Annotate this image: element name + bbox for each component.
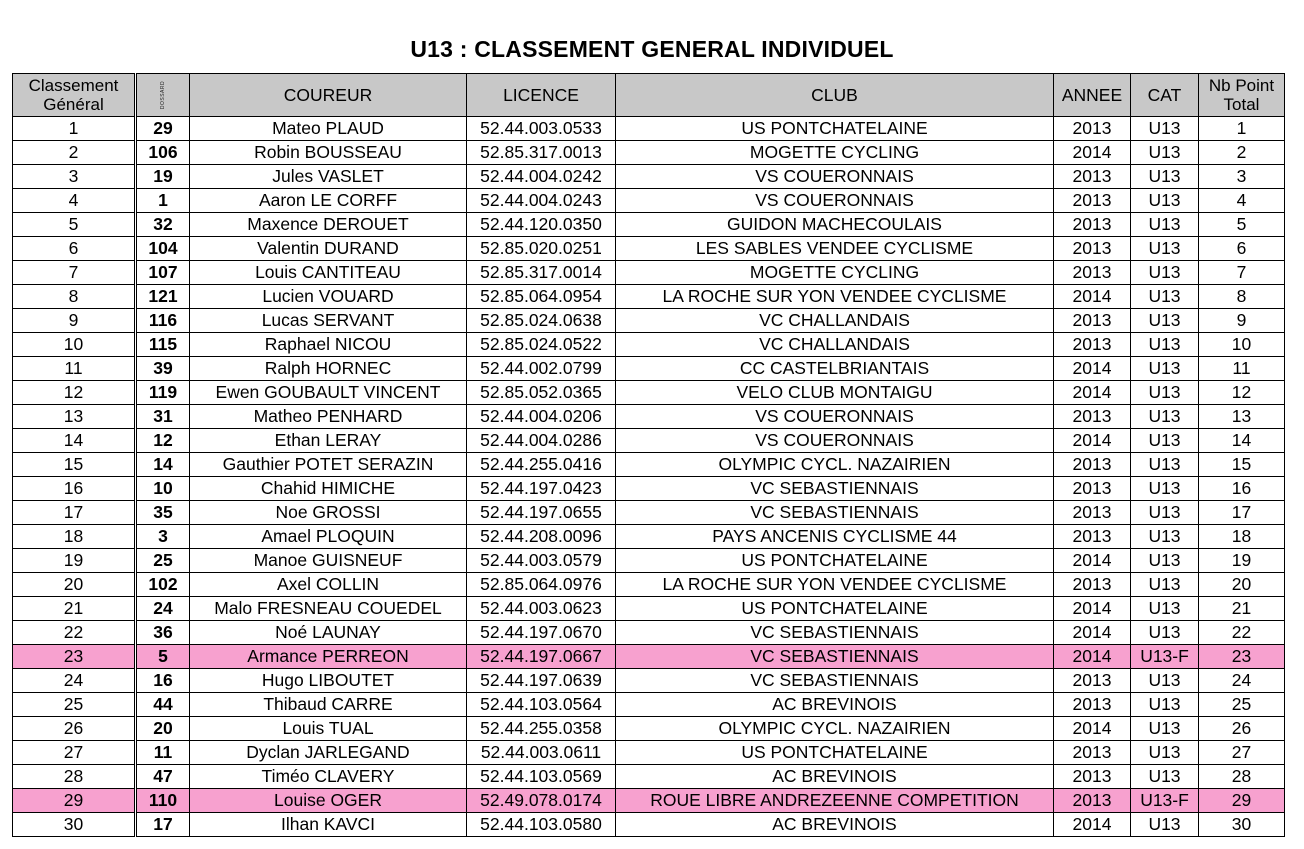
table-row: [13, 669, 1285, 693]
cell-club: LA ROCHE SUR YON VENDEE CYCLISME: [616, 285, 1054, 309]
cell-annee: 2013: [1054, 333, 1131, 357]
cell-rank: 3: [13, 165, 136, 189]
table-row: [13, 597, 1285, 621]
cell-rank: 19: [13, 549, 136, 573]
cell-rank: 22: [13, 621, 136, 645]
cell-club: MOGETTE CYCLING: [616, 141, 1054, 165]
cell-licence: 52.44.103.0580: [467, 813, 616, 837]
cell-cat: U13: [1131, 453, 1199, 477]
cell-dossard: 36: [136, 621, 190, 645]
cell-annee: 2014: [1054, 357, 1131, 381]
cell-licence: 52.85.064.0954: [467, 285, 616, 309]
cell-annee: 2014: [1054, 285, 1131, 309]
cell-licence: 52.44.208.0096: [467, 525, 616, 549]
cell-points: 19: [1199, 549, 1285, 573]
cell-cat: U13: [1131, 285, 1199, 309]
table-row: [13, 813, 1285, 837]
cell-rank: 8: [13, 285, 136, 309]
cell-club: VS COUERONNAIS: [616, 405, 1054, 429]
cell-coureur: Manoe GUISNEUF: [190, 549, 467, 573]
cell-club: LES SABLES VENDEE CYCLISME: [616, 237, 1054, 261]
table-row: [13, 621, 1285, 645]
table-row: [13, 381, 1285, 405]
cell-dossard: 44: [136, 693, 190, 717]
cell-licence: 52.44.002.0799: [467, 357, 616, 381]
cell-cat: U13: [1131, 429, 1199, 453]
cell-rank: 20: [13, 573, 136, 597]
cell-cat: U13: [1131, 573, 1199, 597]
cell-rank: 21: [13, 597, 136, 621]
cell-cat: U13-F: [1131, 645, 1199, 669]
cell-dossard: 115: [136, 333, 190, 357]
cell-dossard: 47: [136, 765, 190, 789]
cell-dossard: 24: [136, 597, 190, 621]
cell-dossard: 32: [136, 213, 190, 237]
cell-cat: U13: [1131, 813, 1199, 837]
cell-points: 30: [1199, 813, 1285, 837]
cell-points: 16: [1199, 477, 1285, 501]
cell-coureur: Ewen GOUBAULT VINCENT: [190, 381, 467, 405]
table-row: [13, 573, 1285, 597]
cell-annee: 2013: [1054, 309, 1131, 333]
cell-coureur: Ethan LERAY: [190, 429, 467, 453]
cell-cat: U13: [1131, 693, 1199, 717]
cell-points: 21: [1199, 597, 1285, 621]
cell-points: 25: [1199, 693, 1285, 717]
header-nb-point: [1199, 74, 1285, 117]
cell-cat: U13: [1131, 621, 1199, 645]
cell-rank: 30: [13, 813, 136, 837]
cell-club: VC CHALLANDAIS: [616, 309, 1054, 333]
cell-dossard: 116: [136, 309, 190, 333]
cell-coureur: Matheo PENHARD: [190, 405, 467, 429]
header-annee: ANNEE: [1054, 74, 1131, 117]
cell-dossard: 106: [136, 141, 190, 165]
cell-club: VC SEBASTIENNAIS: [616, 477, 1054, 501]
table-row: [13, 309, 1285, 333]
cell-club: MOGETTE CYCLING: [616, 261, 1054, 285]
cell-points: 12: [1199, 381, 1285, 405]
cell-dossard: 16: [136, 669, 190, 693]
cell-dossard: 11: [136, 741, 190, 765]
cell-licence: 52.44.003.0579: [467, 549, 616, 573]
cell-dossard: 19: [136, 165, 190, 189]
cell-cat: U13: [1131, 141, 1199, 165]
cell-rank: 24: [13, 669, 136, 693]
table-row: [13, 165, 1285, 189]
cell-cat: U13: [1131, 165, 1199, 189]
cell-points: 17: [1199, 501, 1285, 525]
cell-annee: 2013: [1054, 189, 1131, 213]
cell-rank: 7: [13, 261, 136, 285]
table-row: [13, 141, 1285, 165]
cell-points: 26: [1199, 717, 1285, 741]
cell-dossard: 110: [136, 789, 190, 813]
cell-coureur: Raphael NICOU: [190, 333, 467, 357]
cell-coureur: Louise OGER: [190, 789, 467, 813]
cell-cat: U13: [1131, 261, 1199, 285]
cell-club: VC CHALLANDAIS: [616, 333, 1054, 357]
cell-cat: U13: [1131, 501, 1199, 525]
cell-points: 1: [1199, 117, 1285, 141]
cell-points: 5: [1199, 213, 1285, 237]
table-row: [13, 789, 1285, 813]
cell-dossard: 35: [136, 501, 190, 525]
cell-annee: 2013: [1054, 573, 1131, 597]
cell-coureur: Gauthier POTET SERAZIN: [190, 453, 467, 477]
cell-points: 13: [1199, 405, 1285, 429]
cell-cat: U13: [1131, 357, 1199, 381]
cell-annee: 2013: [1054, 213, 1131, 237]
cell-points: 15: [1199, 453, 1285, 477]
cell-club: VC SEBASTIENNAIS: [616, 669, 1054, 693]
cell-cat: U13: [1131, 525, 1199, 549]
cell-rank: 2: [13, 141, 136, 165]
cell-cat: U13: [1131, 549, 1199, 573]
cell-coureur: Amael PLOQUIN: [190, 525, 467, 549]
cell-dossard: 119: [136, 381, 190, 405]
cell-points: 18: [1199, 525, 1285, 549]
header-classement-line1: Classement: [28, 76, 119, 95]
cell-licence: 52.85.064.0976: [467, 573, 616, 597]
cell-annee: 2014: [1054, 645, 1131, 669]
cell-cat: U13: [1131, 237, 1199, 261]
cell-dossard: 39: [136, 357, 190, 381]
cell-points: 11: [1199, 357, 1285, 381]
header-coureur: COUREUR: [190, 74, 467, 117]
cell-points: 24: [1199, 669, 1285, 693]
cell-licence: 52.44.255.0416: [467, 453, 616, 477]
cell-licence: 52.44.103.0564: [467, 693, 616, 717]
cell-rank: 29: [13, 789, 136, 813]
cell-points: 27: [1199, 741, 1285, 765]
cell-coureur: Hugo LIBOUTET: [190, 669, 467, 693]
cell-dossard: 3: [136, 525, 190, 549]
cell-dossard: 102: [136, 573, 190, 597]
cell-points: 2: [1199, 141, 1285, 165]
cell-points: 9: [1199, 309, 1285, 333]
cell-licence: 52.44.197.0655: [467, 501, 616, 525]
cell-dossard: 20: [136, 717, 190, 741]
cell-rank: 5: [13, 213, 136, 237]
header-classement: [13, 74, 136, 117]
header-cat: CAT: [1131, 74, 1199, 117]
cell-licence: 52.44.103.0569: [467, 765, 616, 789]
cell-licence: 52.44.004.0286: [467, 429, 616, 453]
cell-rank: 28: [13, 765, 136, 789]
cell-cat: U13: [1131, 213, 1199, 237]
cell-licence: 52.44.197.0667: [467, 645, 616, 669]
cell-cat: U13: [1131, 189, 1199, 213]
cell-cat: U13: [1131, 117, 1199, 141]
cell-rank: 1: [13, 117, 136, 141]
cell-dossard: 104: [136, 237, 190, 261]
cell-annee: 2013: [1054, 693, 1131, 717]
cell-coureur: Robin BOUSSEAU: [190, 141, 467, 165]
cell-annee: 2014: [1054, 813, 1131, 837]
cell-club: ROUE LIBRE ANDREZEENNE COMPETITION: [616, 789, 1054, 813]
cell-licence: 52.44.120.0350: [467, 213, 616, 237]
cell-club: AC BREVINOIS: [616, 693, 1054, 717]
cell-rank: 25: [13, 693, 136, 717]
cell-points: 23: [1199, 645, 1285, 669]
table-row: [13, 549, 1285, 573]
cell-coureur: Axel COLLIN: [190, 573, 467, 597]
cell-club: VC SEBASTIENNAIS: [616, 621, 1054, 645]
cell-annee: 2013: [1054, 117, 1131, 141]
cell-rank: 11: [13, 357, 136, 381]
cell-cat: U13: [1131, 669, 1199, 693]
header-club: CLUB: [616, 74, 1054, 117]
cell-licence: 52.44.003.0623: [467, 597, 616, 621]
table-row: [13, 741, 1285, 765]
cell-dossard: 121: [136, 285, 190, 309]
table-row: [13, 405, 1285, 429]
cell-annee: 2014: [1054, 429, 1131, 453]
cell-dossard: 31: [136, 405, 190, 429]
cell-coureur: Valentin DURAND: [190, 237, 467, 261]
table-row: [13, 693, 1285, 717]
cell-annee: 2013: [1054, 669, 1131, 693]
cell-annee: 2014: [1054, 597, 1131, 621]
cell-cat: U13: [1131, 765, 1199, 789]
cell-points: 22: [1199, 621, 1285, 645]
cell-points: 14: [1199, 429, 1285, 453]
cell-annee: 2013: [1054, 165, 1131, 189]
cell-rank: 15: [13, 453, 136, 477]
cell-dossard: 1: [136, 189, 190, 213]
cell-points: 8: [1199, 285, 1285, 309]
cell-coureur: Timéo CLAVERY: [190, 765, 467, 789]
cell-rank: 23: [13, 645, 136, 669]
cell-club: VS COUERONNAIS: [616, 189, 1054, 213]
cell-club: OLYMPIC CYCL. NAZAIRIEN: [616, 453, 1054, 477]
cell-licence: 52.44.004.0243: [467, 189, 616, 213]
cell-annee: 2014: [1054, 381, 1131, 405]
table-row: [13, 213, 1285, 237]
cell-club: VC SEBASTIENNAIS: [616, 645, 1054, 669]
cell-licence: 52.85.317.0014: [467, 261, 616, 285]
cell-annee: 2013: [1054, 789, 1131, 813]
cell-coureur: Chahid HIMICHE: [190, 477, 467, 501]
header-dossard-label: DOSSARD: [159, 80, 166, 110]
page-title: U13 : CLASSEMENT GENERAL INDIVIDUEL: [410, 36, 894, 62]
table-row: [13, 501, 1285, 525]
cell-coureur: Ralph HORNEC: [190, 357, 467, 381]
table-row: [13, 237, 1285, 261]
table-row: [13, 717, 1285, 741]
cell-rank: 17: [13, 501, 136, 525]
cell-club: VS COUERONNAIS: [616, 429, 1054, 453]
table-row: [13, 285, 1285, 309]
cell-dossard: 17: [136, 813, 190, 837]
header-classement-line2: Général: [43, 95, 104, 114]
cell-licence: 52.85.020.0251: [467, 237, 616, 261]
cell-licence: 52.44.003.0611: [467, 741, 616, 765]
table-row: [13, 117, 1285, 141]
cell-coureur: Ilhan KAVCI: [190, 813, 467, 837]
cell-annee: 2013: [1054, 405, 1131, 429]
cell-points: 20: [1199, 573, 1285, 597]
cell-club: US PONTCHATELAINE: [616, 597, 1054, 621]
cell-annee: 2013: [1054, 261, 1131, 285]
cell-licence: 52.44.004.0242: [467, 165, 616, 189]
cell-club: OLYMPIC CYCL. NAZAIRIEN: [616, 717, 1054, 741]
cell-annee: 2014: [1054, 141, 1131, 165]
cell-rank: 13: [13, 405, 136, 429]
cell-rank: 27: [13, 741, 136, 765]
cell-coureur: Louis CANTITEAU: [190, 261, 467, 285]
cell-licence: 52.85.052.0365: [467, 381, 616, 405]
cell-points: 28: [1199, 765, 1285, 789]
cell-coureur: Lucien VOUARD: [190, 285, 467, 309]
cell-rank: 14: [13, 429, 136, 453]
cell-dossard: 29: [136, 117, 190, 141]
cell-points: 10: [1199, 333, 1285, 357]
cell-points: 7: [1199, 261, 1285, 285]
cell-club: CC CASTELBRIANTAIS: [616, 357, 1054, 381]
cell-points: 4: [1199, 189, 1285, 213]
cell-club: US PONTCHATELAINE: [616, 549, 1054, 573]
cell-rank: 9: [13, 309, 136, 333]
cell-licence: 52.85.024.0638: [467, 309, 616, 333]
cell-coureur: Noé LAUNAY: [190, 621, 467, 645]
cell-club: VC SEBASTIENNAIS: [616, 501, 1054, 525]
cell-licence: 52.44.004.0206: [467, 405, 616, 429]
table-row: [13, 429, 1285, 453]
cell-annee: 2013: [1054, 765, 1131, 789]
cell-coureur: Armance PERREON: [190, 645, 467, 669]
cell-annee: 2014: [1054, 549, 1131, 573]
cell-cat: U13: [1131, 405, 1199, 429]
cell-dossard: 5: [136, 645, 190, 669]
cell-cat: U13-F: [1131, 789, 1199, 813]
cell-rank: 10: [13, 333, 136, 357]
cell-club: VS COUERONNAIS: [616, 165, 1054, 189]
cell-dossard: 25: [136, 549, 190, 573]
header-nb-point-line1: Nb Point: [1208, 76, 1275, 95]
cell-licence: 52.44.255.0358: [467, 717, 616, 741]
cell-licence: 52.44.197.0639: [467, 669, 616, 693]
table-row: [13, 477, 1285, 501]
table-row: [13, 189, 1285, 213]
cell-rank: 6: [13, 237, 136, 261]
cell-club: PAYS ANCENIS CYCLISME 44: [616, 525, 1054, 549]
cell-licence: 52.49.078.0174: [467, 789, 616, 813]
cell-club: US PONTCHATELAINE: [616, 741, 1054, 765]
cell-cat: U13: [1131, 741, 1199, 765]
cell-cat: U13: [1131, 309, 1199, 333]
cell-dossard: 12: [136, 429, 190, 453]
cell-annee: 2014: [1054, 621, 1131, 645]
cell-licence: 52.44.197.0423: [467, 477, 616, 501]
cell-rank: 16: [13, 477, 136, 501]
cell-rank: 18: [13, 525, 136, 549]
cell-points: 3: [1199, 165, 1285, 189]
cell-licence: 52.85.024.0522: [467, 333, 616, 357]
cell-coureur: Mateo PLAUD: [190, 117, 467, 141]
cell-annee: 2013: [1054, 525, 1131, 549]
table-row: [13, 645, 1285, 669]
cell-licence: 52.44.197.0670: [467, 621, 616, 645]
cell-cat: U13: [1131, 597, 1199, 621]
cell-dossard: 10: [136, 477, 190, 501]
cell-coureur: Aaron LE CORFF: [190, 189, 467, 213]
cell-coureur: Dyclan JARLEGAND: [190, 741, 467, 765]
cell-annee: 2013: [1054, 453, 1131, 477]
cell-coureur: Malo FRESNEAU COUEDEL: [190, 597, 467, 621]
cell-club: VELO CLUB MONTAIGU: [616, 381, 1054, 405]
table-row: [13, 333, 1285, 357]
cell-cat: U13: [1131, 381, 1199, 405]
table-row: [13, 765, 1285, 789]
table-row: [13, 525, 1285, 549]
cell-licence: 52.44.003.0533: [467, 117, 616, 141]
cell-club: US PONTCHATELAINE: [616, 117, 1054, 141]
cell-coureur: Jules VASLET: [190, 165, 467, 189]
header-licence: LICENCE: [467, 74, 616, 117]
header-dossard: [136, 74, 190, 117]
cell-rank: 26: [13, 717, 136, 741]
cell-annee: 2013: [1054, 237, 1131, 261]
cell-club: GUIDON MACHECOULAIS: [616, 213, 1054, 237]
cell-dossard: 14: [136, 453, 190, 477]
cell-coureur: Noe GROSSI: [190, 501, 467, 525]
cell-cat: U13: [1131, 477, 1199, 501]
cell-club: LA ROCHE SUR YON VENDEE CYCLISME: [616, 573, 1054, 597]
table-row: [13, 357, 1285, 381]
cell-dossard: 107: [136, 261, 190, 285]
cell-points: 6: [1199, 237, 1285, 261]
cell-coureur: Thibaud CARRE: [190, 693, 467, 717]
table-row: [13, 261, 1285, 285]
results-body: [13, 117, 1285, 837]
cell-rank: 12: [13, 381, 136, 405]
cell-cat: U13: [1131, 333, 1199, 357]
cell-rank: 4: [13, 189, 136, 213]
cell-annee: 2013: [1054, 501, 1131, 525]
cell-annee: 2013: [1054, 741, 1131, 765]
cell-points: 29: [1199, 789, 1285, 813]
cell-annee: 2014: [1054, 717, 1131, 741]
header-nb-point-line2: Total: [1223, 95, 1260, 114]
cell-club: AC BREVINOIS: [616, 813, 1054, 837]
results-table: [12, 73, 1285, 837]
cell-club: AC BREVINOIS: [616, 765, 1054, 789]
header-row: [13, 74, 1285, 117]
cell-cat: U13: [1131, 717, 1199, 741]
cell-coureur: Lucas SERVANT: [190, 309, 467, 333]
cell-annee: 2013: [1054, 477, 1131, 501]
table-row: [13, 453, 1285, 477]
cell-coureur: Maxence DEROUET: [190, 213, 467, 237]
cell-licence: 52.85.317.0013: [467, 141, 616, 165]
cell-coureur: Louis TUAL: [190, 717, 467, 741]
